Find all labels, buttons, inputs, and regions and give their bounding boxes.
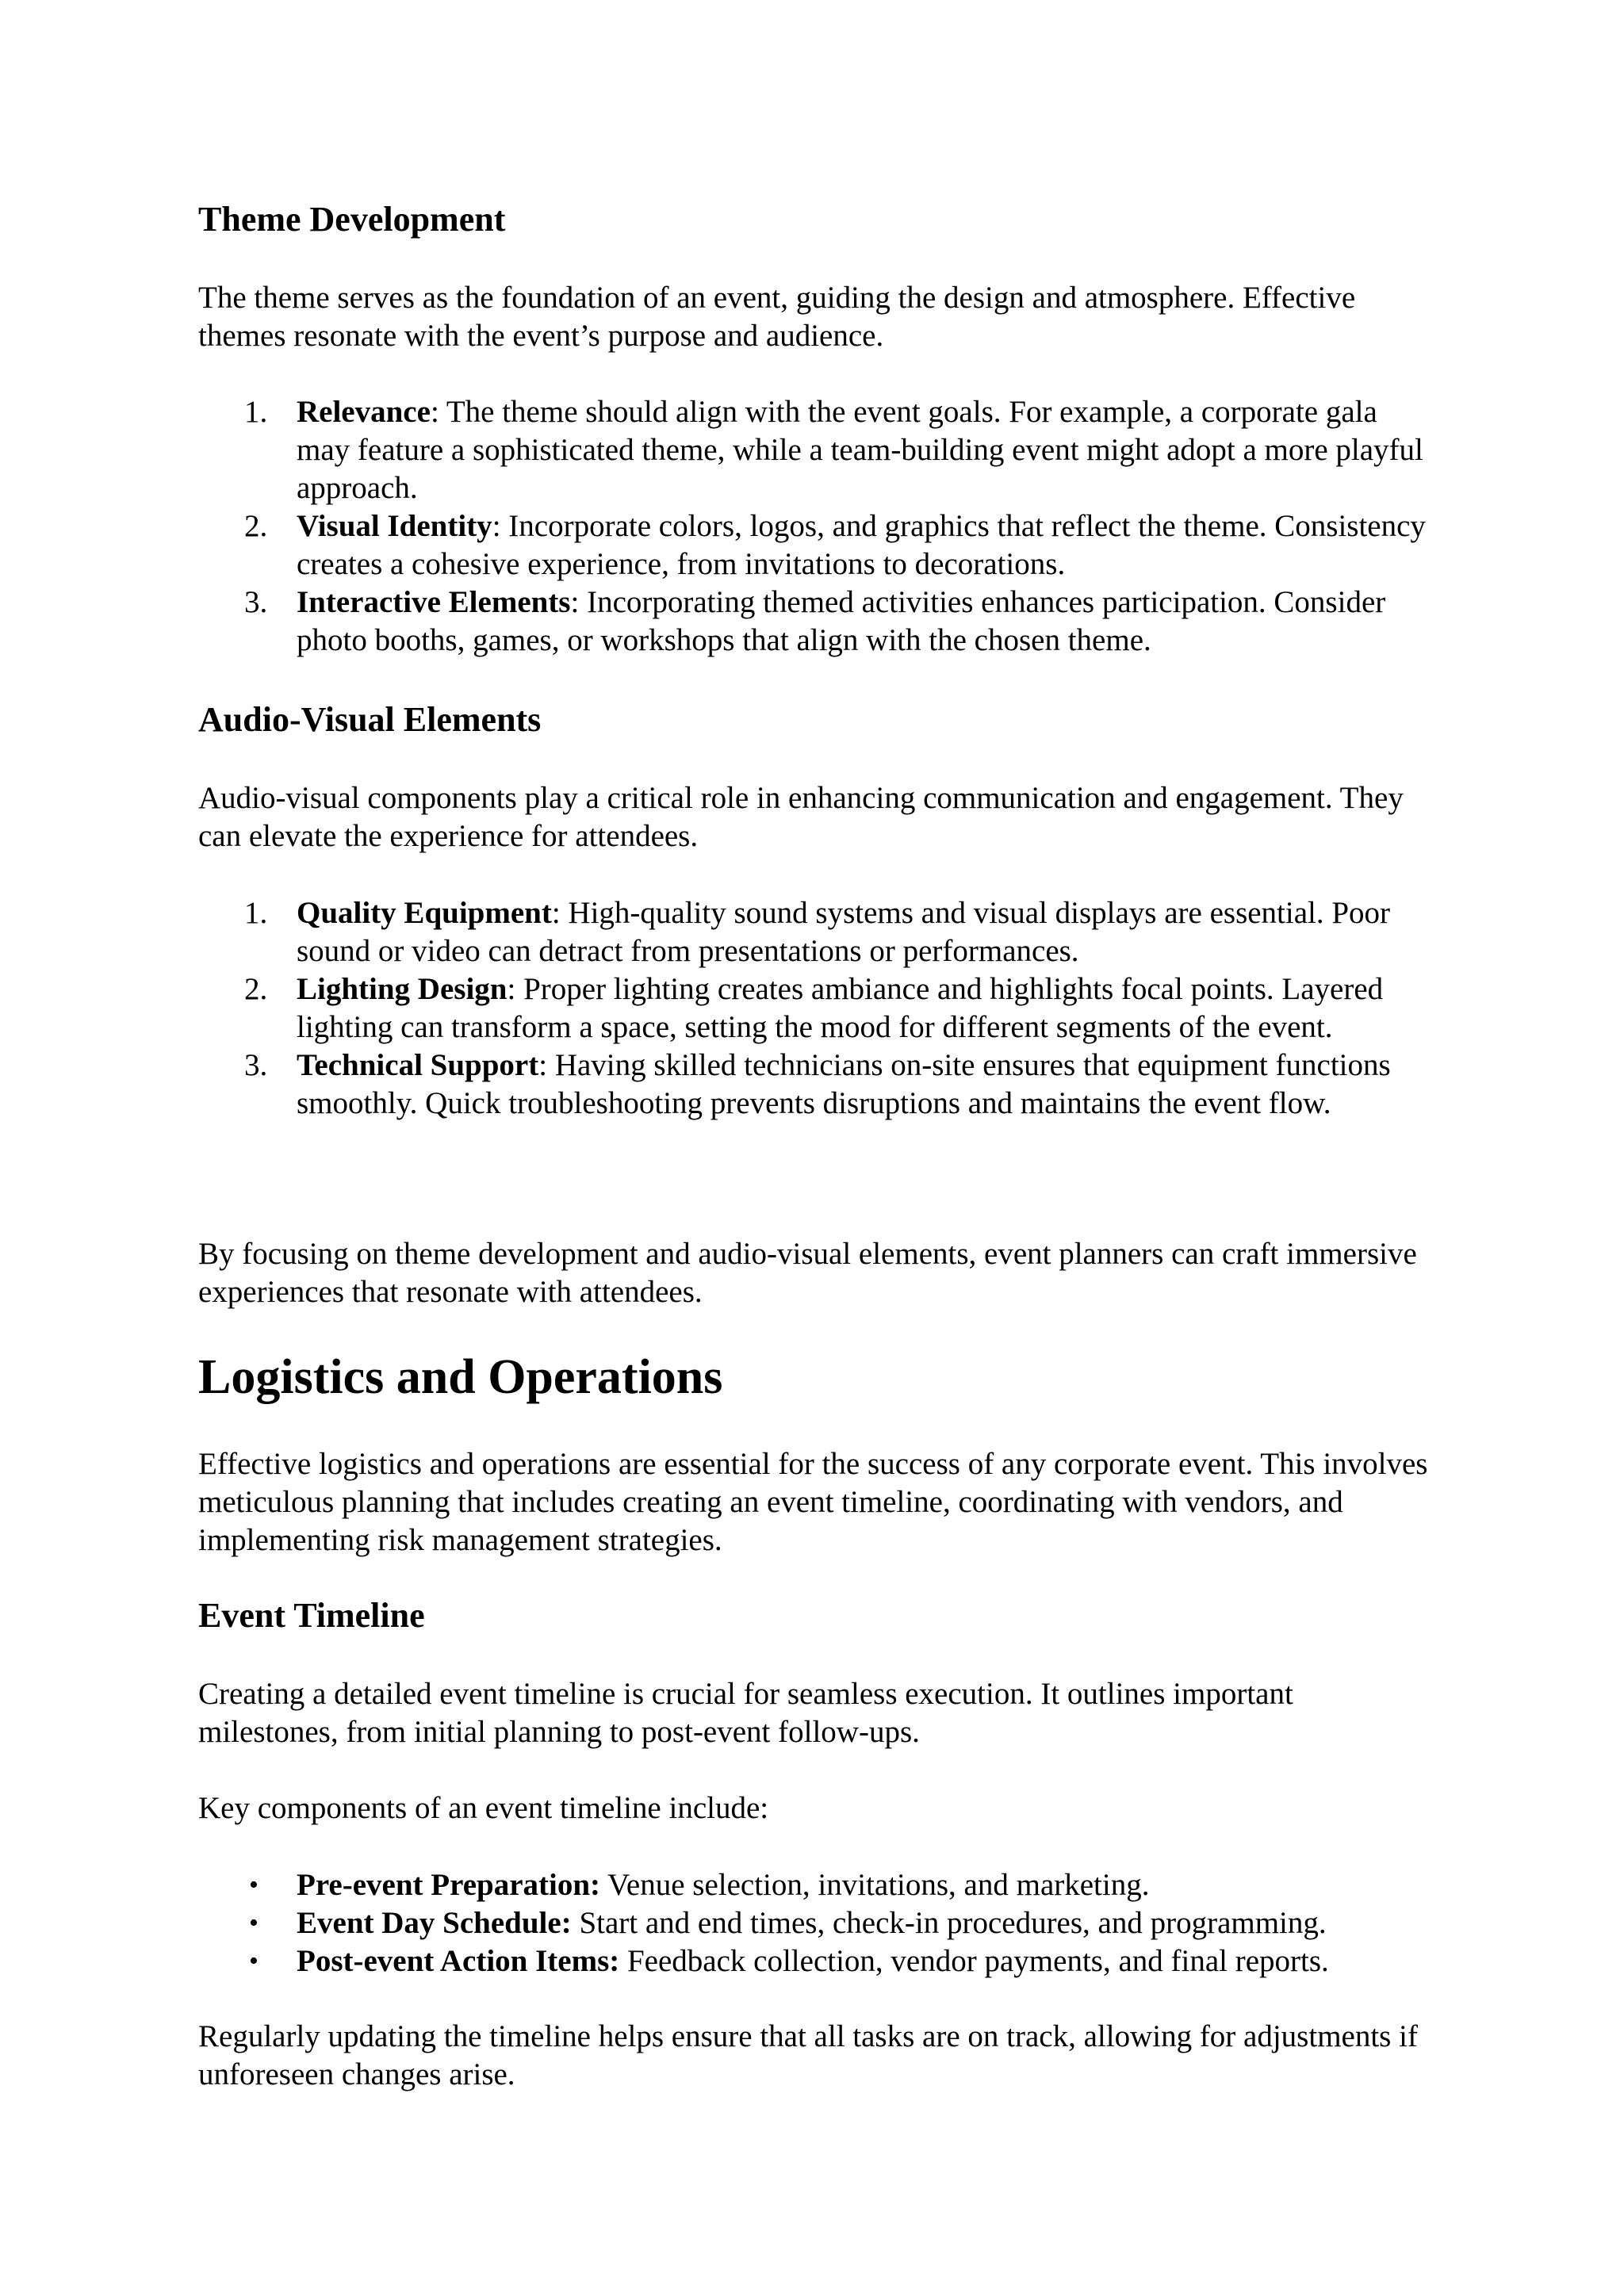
list-item bbox=[198, 1047, 1435, 1123]
item-text: Incorporate colors, logos, and graphics that reflect the theme. Consistency creates a cohesive experience, from invitations to decorations. bbox=[297, 509, 1426, 581]
list-number: 2. bbox=[244, 972, 268, 1006]
heading-logistics-and-operations: Logistics and Operations bbox=[198, 1350, 723, 1404]
item-separator: : bbox=[538, 1048, 555, 1082]
list-item bbox=[198, 393, 1435, 507]
item-separator: : bbox=[430, 395, 446, 429]
item-separator: : bbox=[551, 896, 569, 930]
heading-event-timeline: Event Timeline bbox=[198, 1596, 425, 1635]
list-item bbox=[198, 894, 1435, 970]
item-text: The theme should align with the event goals. For example, a corporate gala may feature a sophisticated theme, while a team-building event might adopt a more playful approach. bbox=[297, 395, 1423, 505]
item-text: Proper lighting creates ambiance and highlights focal points. Layered lighting can transform a space, setting the mood for different segments of the event. bbox=[297, 972, 1384, 1044]
list-item bbox=[198, 507, 1435, 584]
item-text: Incorporating themed activities enhances participation. Consider photo booths, games, or workshops that align with the chosen theme. bbox=[297, 585, 1386, 657]
item-term: Interactive Elements bbox=[297, 585, 571, 619]
event-timeline-intro: Creating a detailed event timeline is crucial for seamless execution. It outlines important milestones, from initial planning to post-event follow-ups. bbox=[198, 1677, 1293, 1749]
item-term: Relevance bbox=[297, 395, 431, 429]
audio-visual-closing: By focusing on theme development and audio-visual elements, event planners can craft immersive experiences that resonate with attendees. bbox=[198, 1237, 1417, 1309]
item-term: Pre-event Preparation: bbox=[297, 1868, 601, 1902]
event-timeline-list bbox=[198, 1866, 1435, 1980]
list-number: 2. bbox=[244, 509, 268, 543]
list-number: 3. bbox=[244, 1048, 268, 1082]
event-timeline-closing: Regularly updating the timeline helps ensure that all tasks are on track, allowing for adjustments if unforeseen changes arise. bbox=[198, 2019, 1418, 2091]
list-number: 1. bbox=[244, 896, 268, 930]
list-number: 3. bbox=[244, 585, 268, 619]
item-term: Quality Equipment bbox=[297, 896, 552, 930]
theme-development-intro: The theme serves as the foundation of an event, guiding the design and atmosphere. Effective themes resonate with the event’s purpose and audience. bbox=[198, 281, 1356, 353]
logistics-intro: Effective logistics and operations are essential for the success of any corporate event. This involves meticulous planning that includes creating an event timeline, coordinating with vendors, and implementing risk management strategies. bbox=[198, 1447, 1428, 1557]
item-term: Post-event Action Items: bbox=[297, 1944, 620, 1978]
audio-visual-list bbox=[198, 894, 1435, 1123]
list-number: 1. bbox=[244, 395, 268, 429]
list-item bbox=[198, 1904, 1435, 1942]
bullet-marker: • bbox=[249, 1908, 259, 1938]
item-text: Venue selection, invitations, and marketing. bbox=[600, 1868, 1150, 1902]
item-separator: : bbox=[570, 585, 588, 619]
item-term: Event Day Schedule: bbox=[297, 1906, 572, 1940]
item-separator: : bbox=[492, 509, 509, 543]
item-text: Feedback collection, vendor payments, and final reports. bbox=[619, 1944, 1329, 1978]
item-text: Start and end times, check-in procedures, and programming. bbox=[571, 1906, 1327, 1940]
event-timeline-lead: Key components of an event timeline include: bbox=[198, 1791, 769, 1825]
list-item bbox=[198, 970, 1435, 1047]
theme-development-list bbox=[198, 393, 1435, 660]
bullet-marker: • bbox=[249, 1946, 259, 1976]
list-item bbox=[198, 584, 1435, 660]
item-text: Having skilled technicians on-site ensures that equipment functions smoothly. Quick troubleshooting prevents disruptions and maintains the event flow. bbox=[297, 1048, 1391, 1120]
item-separator: : bbox=[507, 972, 524, 1006]
item-text: High-quality sound systems and visual displays are essential. Poor sound or video can detract from presentations or performances. bbox=[297, 896, 1391, 968]
item-term: Lighting Design bbox=[297, 972, 508, 1006]
list-item bbox=[198, 1866, 1435, 1904]
item-term: Visual Identity bbox=[297, 509, 492, 543]
heading-audio-visual-elements: Audio-Visual Elements bbox=[198, 700, 542, 739]
list-item bbox=[198, 1942, 1435, 1980]
bullet-marker: • bbox=[249, 1870, 259, 1900]
audio-visual-intro: Audio-visual components play a critical role in enhancing communication and engagement. They can elevate the experience for attendees. bbox=[198, 781, 1404, 853]
heading-theme-development: Theme Development bbox=[198, 200, 506, 239]
item-term: Technical Support bbox=[297, 1048, 539, 1082]
